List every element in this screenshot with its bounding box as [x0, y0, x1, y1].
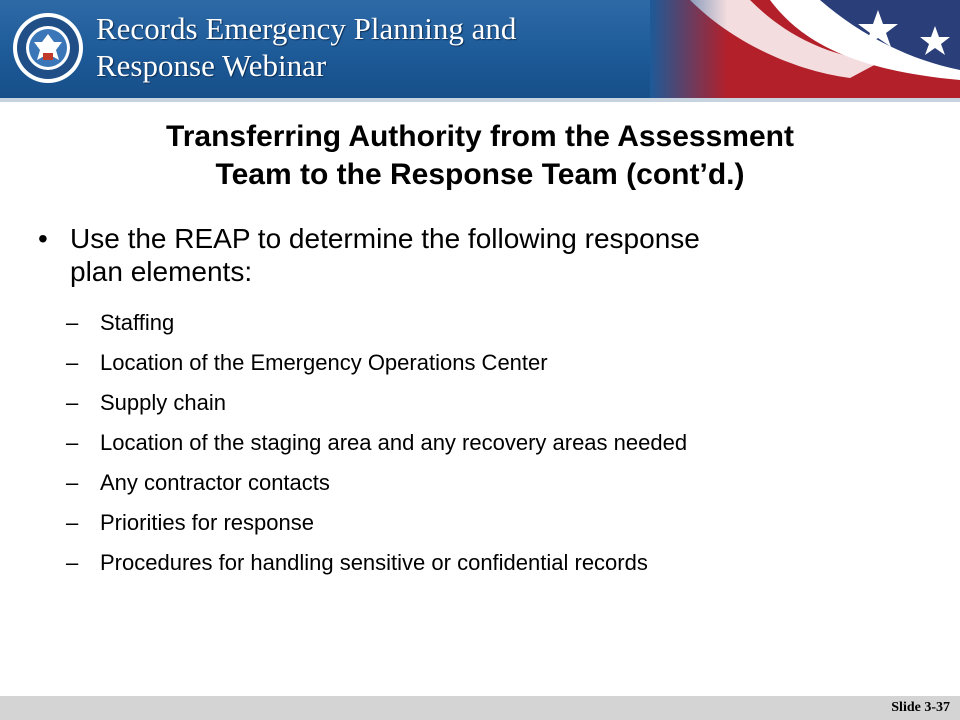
dash-marker: – — [66, 510, 79, 535]
dash-marker: – — [66, 470, 79, 495]
list-item — [66, 310, 926, 350]
dash-marker: – — [66, 550, 79, 575]
bullet-marker: • — [38, 223, 48, 254]
slide-title — [40, 118, 920, 194]
banner-divider — [0, 98, 960, 102]
list-item — [66, 350, 926, 390]
list-item — [66, 390, 926, 430]
dhs-seal-icon — [12, 12, 84, 84]
list-item — [66, 550, 926, 590]
main-bullet-line2: plan elements: — [70, 256, 253, 287]
dash-marker: – — [66, 350, 79, 375]
list-item-text: Location of the Emergency Operations Center — [100, 350, 548, 375]
dash-marker: – — [66, 310, 79, 335]
main-bullet-text — [70, 222, 920, 288]
slide-title-line1: Transferring Authority from the Assessment — [166, 120, 794, 153]
list-item — [66, 470, 926, 510]
footer-bar — [0, 696, 960, 720]
slide-title-line2: Team to the Response Team (cont’d.) — [215, 158, 745, 191]
list-item-text: Procedures for handling sensitive or confidential records — [100, 550, 648, 575]
american-flag-icon — [650, 0, 960, 98]
sub-bullet-list — [66, 310, 926, 590]
list-item — [66, 430, 926, 470]
main-bullet-line1: Use the REAP to determine the following response — [70, 223, 700, 254]
list-item — [66, 510, 926, 550]
list-item-text: Staffing — [100, 310, 175, 335]
list-item-text: Location of the staging area and any recovery areas needed — [100, 430, 688, 455]
webinar-title-line1: Records Emergency Planning and — [96, 11, 517, 46]
webinar-title — [96, 10, 656, 84]
list-item-text: Supply chain — [100, 390, 226, 415]
webinar-title-line2: Response Webinar — [96, 48, 327, 83]
header-banner — [0, 0, 960, 98]
dash-marker: – — [66, 390, 79, 415]
list-item-text: Priorities for response — [100, 510, 314, 535]
dash-marker: – — [66, 430, 79, 455]
slide-number: Slide 3-37 — [891, 700, 950, 715]
list-item-text: Any contractor contacts — [100, 470, 330, 495]
